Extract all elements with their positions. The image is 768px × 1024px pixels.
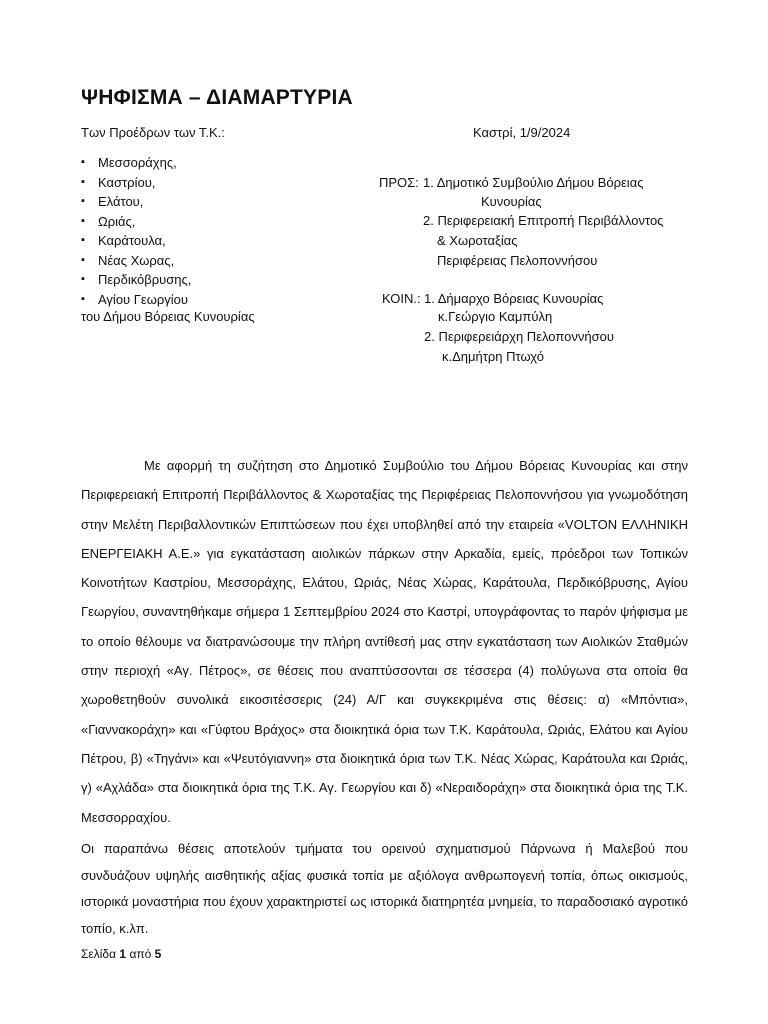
cc-recipient-2-cont: κ.Δημήτρη Πτωχό [442,349,544,364]
footer-middle: από [129,947,152,961]
page-footer [81,947,161,961]
list-item: ▪ Ελάτου, [81,192,191,212]
cc-recipient-1: 1. Δήμαρχο Βόρειας Κυνουρίας [424,291,604,306]
cc-label: ΚΟΙΝ.: [382,291,421,306]
list-item: ▪ Καστρίου, [81,173,191,193]
list-item: ▪ Νέας Χωρας, [81,251,191,271]
paragraph-1: Με αφορμή τη συζήτηση στο Δημοτικό Συμβούλιο του Δήμου Βόρειας Κυνουρίας και στην Περιφερειακή Επιτροπή Περιβάλλοντος & Χωροταξίας της Περιφέρειας Πελοποννήσου για γνωμοδότηση στην Μελέτη Περιβαλλοντικών Επιπτώσεων που έχει υποβληθεί από την εταιρεία «VOLTON ΕΛΛΗΝΙΚΗ ΕΝΕΡΓΕΙΑΚΗ Α.Ε.» για εγκατάσταση αιολικών πάρκων στην Αρκαδία, εμείς, πρόεδροι των Τοπικών Κοινοτήτων Καστρίου, Μεσσοράχης, Ελάτου, Ωριάς, Νέας Χώρας, Καράτουλα, Περδικόβρυσης, Αγίου Γεωργίου, συναντηθήκαμε σήμερα 1 Σεπτεμβρίου 2024 στο Καστρί, υπογράφοντας το παρόν ψήφισμα με το οποίο θέλουμε να διατρανώσουμε την πλήρη αντίθεσή μας στην εγκατάσταση των Αιολικών Σταθμών στην περιοχή «Αγ. Πέτρος», σε θέσεις που αναπτύσσονται σε τέσσερα (4) πολύγωνα στα οποία θα χωροθετηθούν συνολικά εικοσιτέσσερις (24) Α/Γ και συγκεκριμένα στις θέσεις: α) «Μπόντια», «Γιαννακοράχη» και «Γύφτου Βράχος» στα διοικητικά όρια των Τ.Κ. Καράτουλα, Ωριάς, Ελάτου και Αγίου Πέτρου, β) «Τηγάνι» και «Ψευτόγιαννη» στα διοικητικά όρια των Τ.Κ. Νέας Χώρας, Καράτουλα και Ωριάς, γ) «Αχλάδα» στα διοικητικά όρια της Τ.Κ. Αγ. Γεωργίου και δ) «Νεραιδοράχη» στα διοικητικά όρια της Τ.Κ. Μεσσορραχίου. [81,458,688,825]
document-title: ΨΗΦΙΣΜΑ – ΔΙΑΜΑΡΤΥΡΙΑ [81,86,353,109]
from-label: Των Προέδρων των Τ.Κ.: [81,125,225,140]
list-item: ▪ Ωριάς, [81,212,191,232]
paragraph-2: Οι παραπάνω θέσεις αποτελούν τμήματα του ορεινού σχηματισμού Πάρνωνα ή Μαλεβού που συνδυάζουν υψηλής αισθητικής αξίας φυσικά τοπία με αξιόλογα ανθρωπογενή τοπία, όπως οικισμούς, ιστορικά μοναστήρια που έχουν χαρακτηριστεί ως ιστορικά διατηρητέα μνημεία, το παραδοσιακό αγροτικό τοπίο, κ.λπ. [81,841,688,936]
list-item: ▪ Περδικόβρυσης, [81,270,191,290]
list-item: ▪ Αγίου Γεωργίου [81,290,191,310]
footer-total-pages: 5 [154,947,162,961]
place-date: Καστρί, 1/9/2024 [473,125,571,140]
to-recipient-1-cont: Κυνουρίας [481,194,542,209]
cc-recipient-2: 2. Περιφερειάρχη Πελοποννήσου [424,329,614,344]
list-item: ▪ Καράτουλα, [81,231,191,251]
to-recipient-2: 2. Περιφερειακή Επιτροπή Περιβάλλοντος [423,213,664,228]
communities-list [81,153,191,309]
footer-prefix: Σελίδα [81,947,117,961]
to-recipient-1: 1. Δημοτικό Συμβούλιο Δήμου Βόρειας [423,175,644,190]
to-label: ΠΡΟΣ: [379,175,419,190]
cc-recipient-1-cont: κ.Γεώργιο Καμπύλη [438,309,553,324]
to-recipient-2-cont2: Περιφέρειας Πελοποννήσου [437,253,598,268]
footer-current-page: 1 [119,947,127,961]
list-item: ▪ Μεσσοράχης, [81,153,191,173]
to-recipient-2-cont: & Χωροταξίας [437,233,518,248]
municipality-line: του Δήμου Βόρειας Κυνουρίας [81,309,255,324]
